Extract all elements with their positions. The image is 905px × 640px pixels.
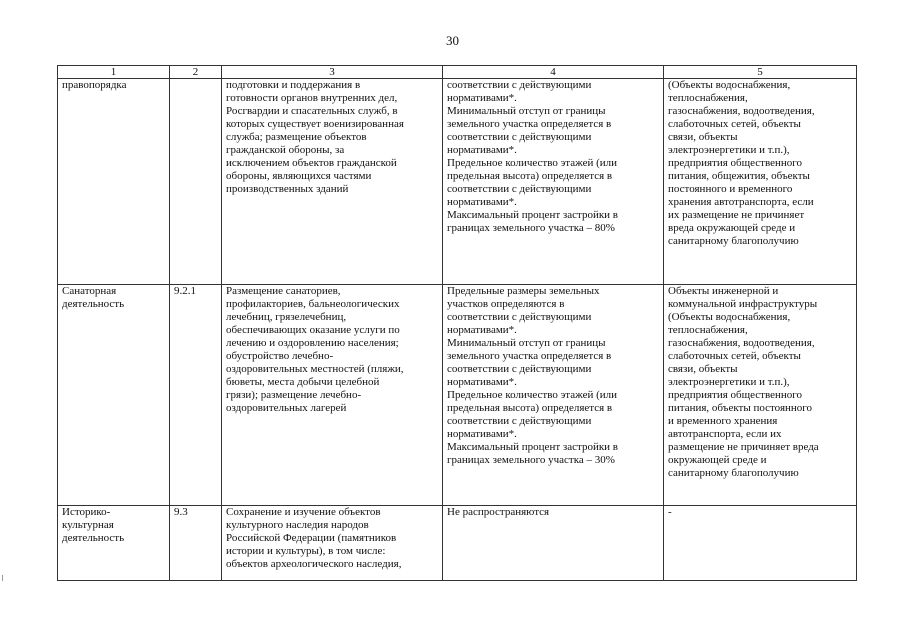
- column-header-5: 5: [664, 66, 857, 79]
- use-description: Сохранение и изучение объектов культурного наследия народов Российской Федерации (памятников истории и культуры), в том числе: объектов археологического наследия,: [226, 506, 402, 570]
- land-use-type-cell: [58, 285, 170, 506]
- parameters-cell: [443, 506, 664, 581]
- use-code: 9.2.1: [174, 285, 196, 297]
- table-row: [58, 79, 857, 285]
- description-cell: [222, 285, 443, 506]
- auxiliary-uses: -: [668, 506, 672, 518]
- column-number-row: [58, 66, 857, 79]
- auxiliary-uses-cell: [664, 285, 857, 506]
- column-header-1: 1: [58, 66, 170, 79]
- land-use-type: Санаторная деятельность: [62, 285, 125, 310]
- construction-parameters: Не распространяются: [447, 506, 550, 518]
- auxiliary-uses: (Объекты водоснабжения, теплоснабжения, газоснабжения, водоотведения, слаботочных сетей, объекты связи, объекты электроэнергетики и т.п.), предприятия общественного питания, общежития, объекты постоянного и временного хранения автотранспорта, если их размещение не причиняет вреда окружающей среде и санитарному благополучию: [668, 79, 815, 247]
- use-description: Размещение санаториев, профилакториев, бальнеологических лечебниц, грязелечебниц, обеспечивающих оказание услуги по лечению и оздоровлению населения; обустройство лечебно- оздоровительных местностей (пляжи, бюветы, места добычи целебной грязи); размещение лечебно- оздоровительных лагерей: [226, 285, 404, 414]
- parameters-cell: [443, 79, 664, 285]
- use-code-cell: [170, 79, 222, 285]
- auxiliary-uses-cell: [664, 506, 857, 581]
- parameters-cell: [443, 285, 664, 506]
- land-use-type-cell: [58, 79, 170, 285]
- land-use-type-cell: [58, 506, 170, 581]
- construction-parameters: соответствии с действующими нормативами*. Минимальный отступ от границы земельного участка определяется в соответствии с действующими нормативами*. Предельное количество этажей (или предельная высота) определяется в соответствии с действующими нормативами*. Максимальный процент застройки в границах земельного участка – 80%: [447, 79, 618, 234]
- use-code-cell: [170, 285, 222, 506]
- description-cell: [222, 506, 443, 581]
- page-number: 30: [446, 33, 459, 48]
- table-row: [58, 506, 857, 581]
- use-description: подготовки и поддержания в готовности органов внутренних дел, Росгвардии и спасательных служб, в которых существует военизированная служба; размещение объектов гражданской обороны, за исключением объектов гражданской обороны, являющихся частями производственных зданий: [226, 79, 404, 195]
- table-row: [58, 285, 857, 506]
- use-code-cell: [170, 506, 222, 581]
- column-header-2: 2: [170, 66, 222, 79]
- land-use-type: Историко- культурная деятельность: [62, 506, 125, 544]
- regulations-table: [57, 65, 857, 581]
- auxiliary-uses-cell: [664, 79, 857, 285]
- description-cell: [222, 79, 443, 285]
- margin-mark: [2, 575, 3, 581]
- auxiliary-uses: Объекты инженерной и коммунальной инфраструктуры (Объекты водоснабжения, теплоснабжения, газоснабжения, водоотведения, слаботочных сетей, объекты связи, объекты электроэнергетики и т.п.), предприятия общественного питания, объекты постоянного и временного хранения автотранспорта, если их размещение не причиняет вреда окружающей среде и санитарному благополучию: [668, 285, 819, 479]
- column-header-3: 3: [222, 66, 443, 79]
- land-use-type: правопорядка: [62, 79, 127, 91]
- use-code: 9.3: [174, 506, 188, 518]
- construction-parameters: Предельные размеры земельных участков определяются в соответствии с действующими нормативами*. Минимальный отступ от границы земельного участка определяется в соответствии с действующими нормативами*. Предельное количество этажей (или предельная высота) определяется в соответствии с действующими нормативами*. Максимальный процент застройки в границах земельного участка – 30%: [447, 285, 618, 466]
- column-header-4: 4: [443, 66, 664, 79]
